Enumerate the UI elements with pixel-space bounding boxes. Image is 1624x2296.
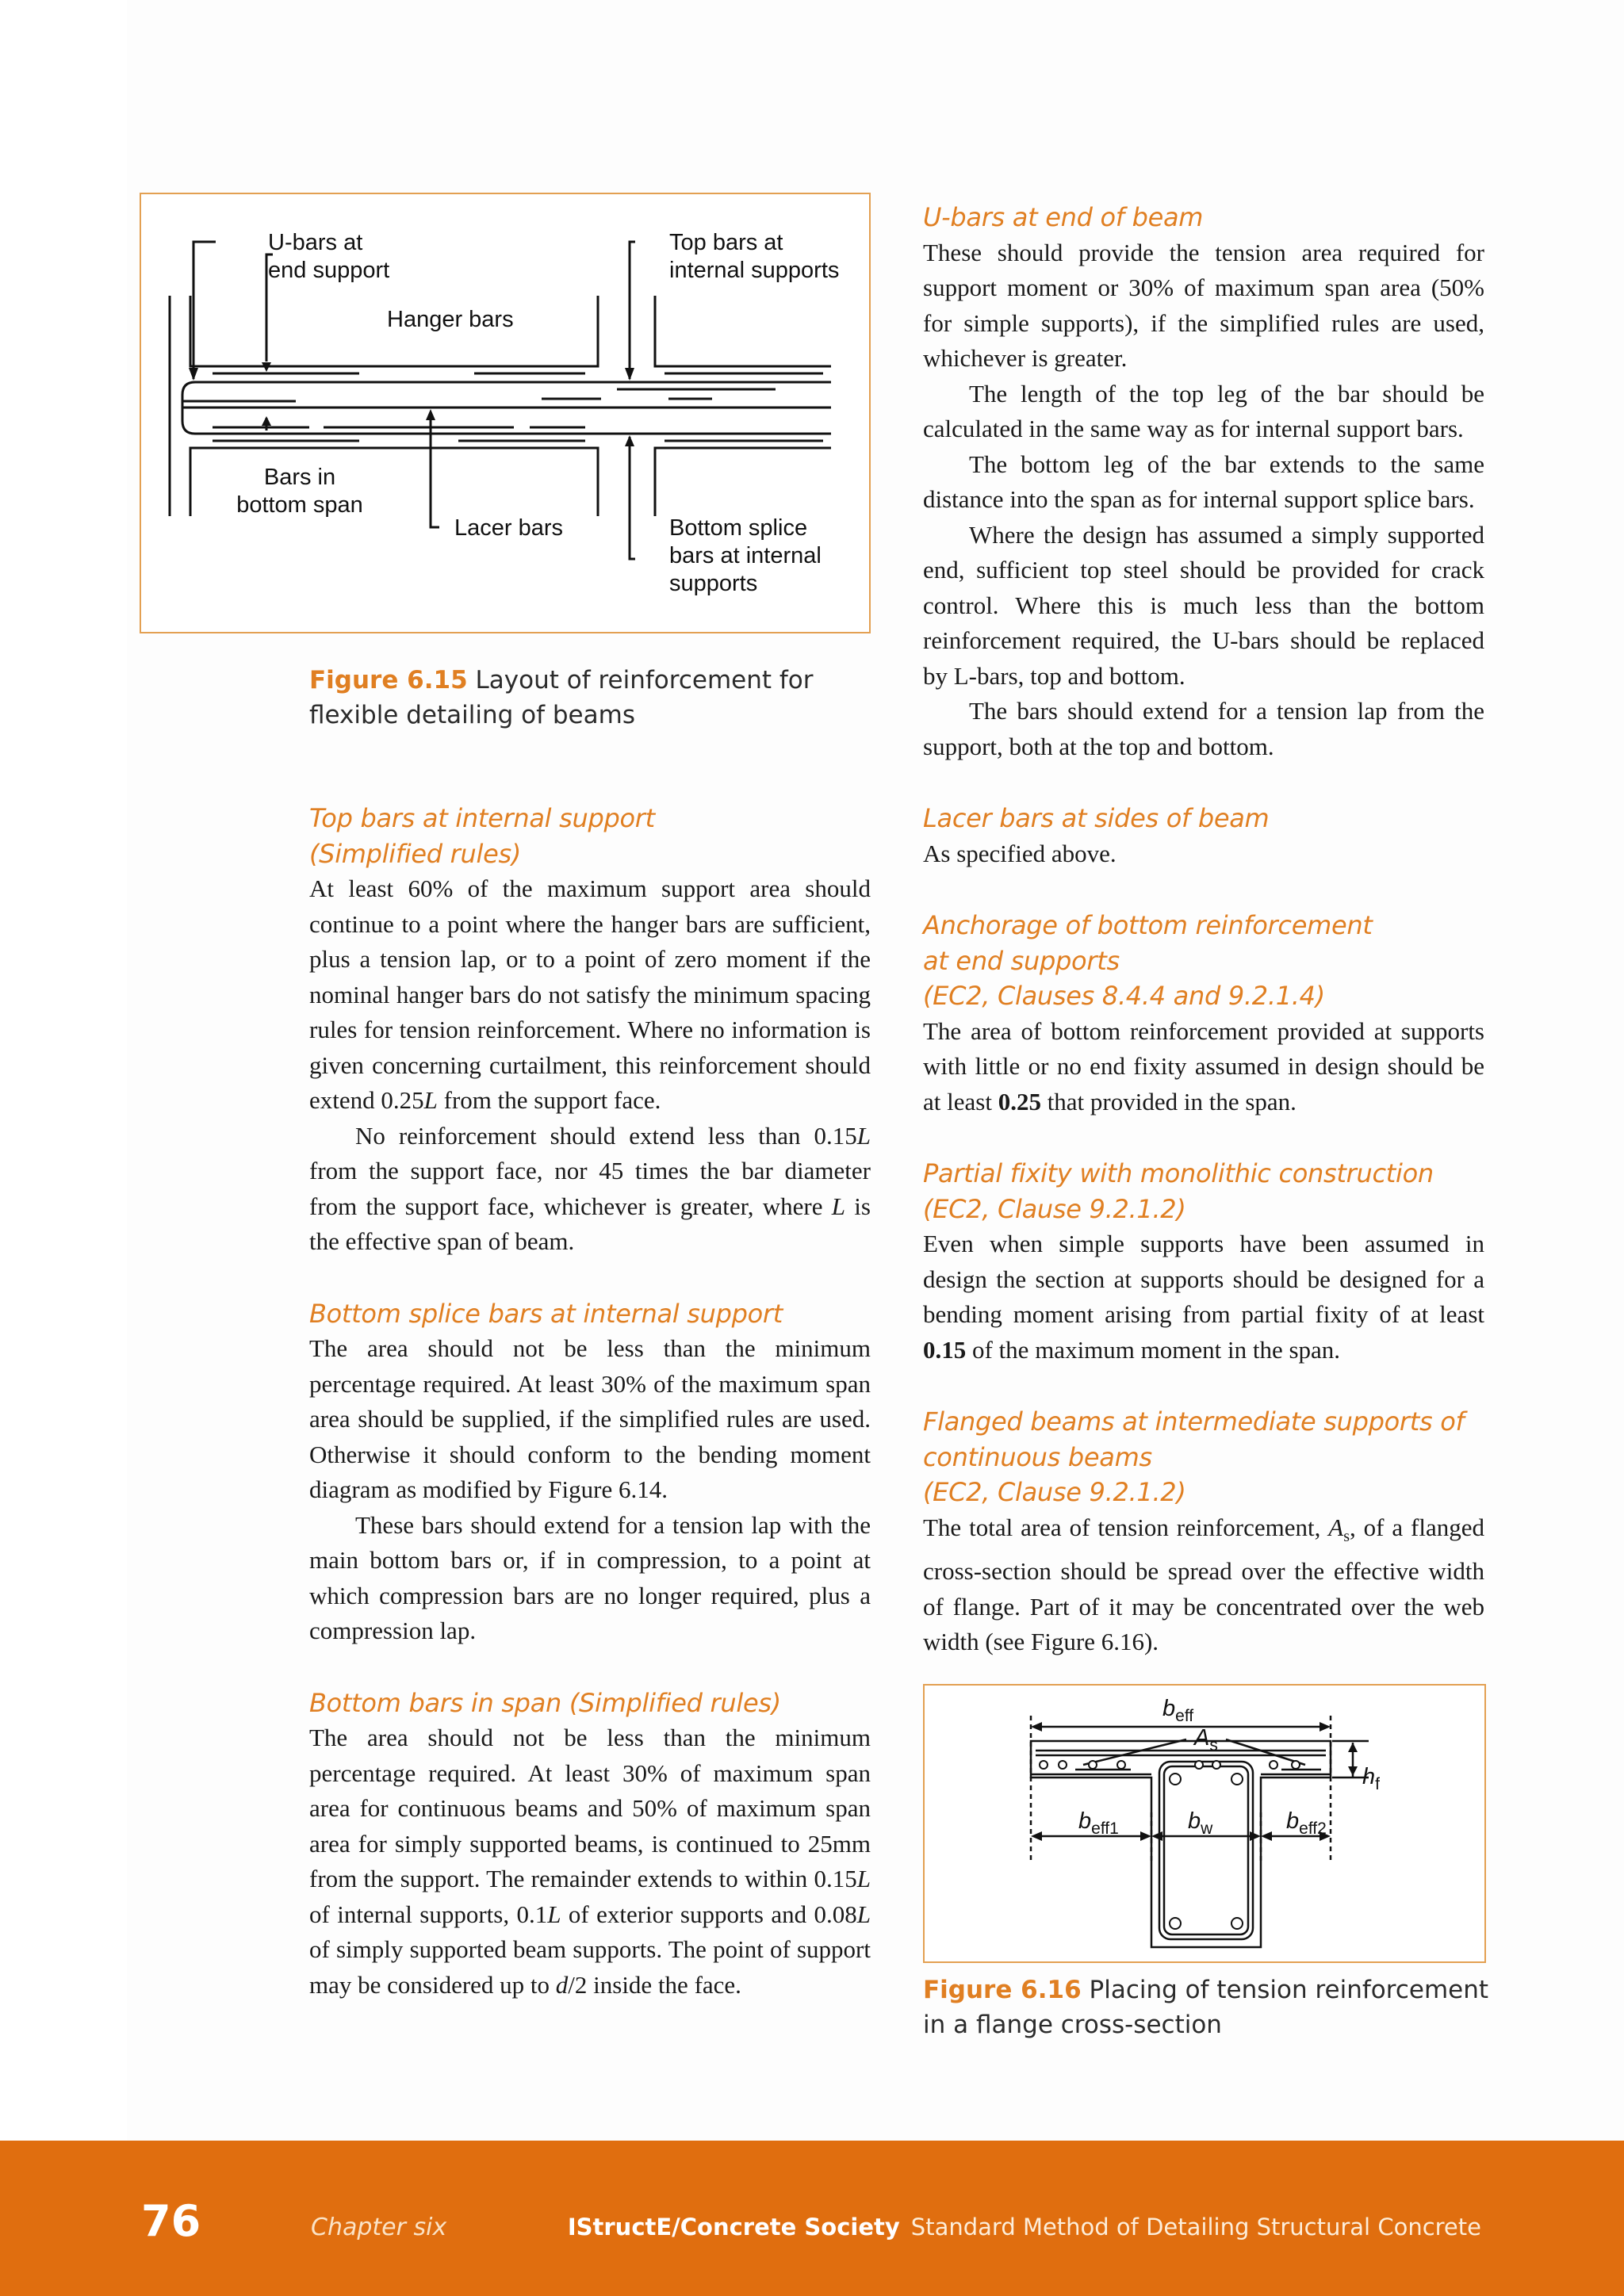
- symbol: b: [1188, 1808, 1201, 1834]
- subscript: f: [1375, 1775, 1380, 1793]
- text-run: , of a flanged cross-section should be spread over the effective width of flange. Part of it may be concentrated over the web width (see Figure 6.16).: [923, 1513, 1484, 1656]
- heading-line: Partial fixity with monolithic construction: [923, 1158, 1434, 1188]
- label-u-bars-line2: end support: [268, 258, 390, 283]
- figure-6-15-caption: [309, 663, 880, 733]
- heading-line: (EC2, Clause 9.2.1.2): [923, 1193, 1186, 1224]
- paragraph: The length of the top leg of the bar should be calculated in the same way as for internal support bars.: [923, 379, 1484, 442]
- publisher: IStructE/Concrete Society: [567, 2214, 900, 2241]
- spacer: [923, 764, 1484, 801]
- subscript: eff: [1175, 1707, 1194, 1725]
- spacer: [923, 871, 1484, 908]
- heading-line: Anchorage of bottom reinforcement: [923, 910, 1373, 940]
- variable: L: [856, 1121, 871, 1150]
- label-as: [1193, 1725, 1218, 1755]
- text-run: /2 inside the face.: [568, 1970, 741, 1999]
- subscript: eff1: [1091, 1820, 1119, 1838]
- flange-cross-section-diagram: [925, 1686, 1484, 1961]
- label-bottom-splice-line2: bars at internal: [669, 543, 822, 568]
- heading-u-bars-end: U-bars at end of beam: [923, 202, 1204, 232]
- right-column: [923, 200, 1484, 1660]
- paragraph: [923, 1510, 1484, 1660]
- variable: L: [856, 1865, 871, 1892]
- label-top-bars-line1: Top bars at: [669, 230, 783, 255]
- bold-value: 0.15: [923, 1335, 967, 1364]
- label-hf: [1362, 1764, 1380, 1793]
- publication-title: [568, 2214, 1481, 2241]
- label-u-bars-line1: U-bars at: [268, 230, 363, 255]
- subscript: w: [1201, 1820, 1213, 1838]
- bold-value: 0.25: [998, 1087, 1041, 1115]
- label-beff1: [1078, 1808, 1119, 1838]
- text-run: At least 60% of the maximum support area should continue to a point where the hanger bars are sufficient, plus a tension lap, or to a point of zero moment if the nominal hanger bars do not satisfy the minimum spacing rules for tension reinforcement. Where no information is given concerning curtailment, this reinforcement should extend 0.25: [309, 874, 871, 1114]
- heading-top-bars-internal: [309, 801, 871, 871]
- label-beff2: [1286, 1808, 1327, 1838]
- heading-line: at end supports: [923, 945, 1120, 976]
- symbol: A: [1194, 1725, 1210, 1751]
- text-run: The area of bottom reinforcement provided at supports with little or no end fixity assumed in design should be at least: [923, 1016, 1484, 1115]
- heading-line: continuous beams: [923, 1441, 1152, 1472]
- paragraph: The bars should extend for a tension lap from the support, both at the top and bottom.: [923, 697, 1484, 760]
- paragraph: [309, 1720, 871, 2003]
- text-run: The area should not be less than the minimum percentage required. At least 30% of maximum span area for continuous beams and 50% of maximum span area for simply supported beams, is continued to 25mm from the support. The remainder extends to within 0.15: [309, 1724, 871, 1892]
- text-run: Even when simple supports have been assumed in design the section at supports should be designed for a bending moment arising from partial fixity of at least: [923, 1230, 1484, 1328]
- heading-line: Top bars at internal support: [309, 803, 655, 833]
- text-run: from the support face.: [437, 1086, 661, 1114]
- heading-line: (EC2, Clause 9.2.1.2): [923, 1477, 1186, 1507]
- text-run: of exterior supports and 0.08: [561, 1900, 857, 1928]
- label-bottom-span-line1: Bars in: [263, 465, 336, 490]
- paragraph: [309, 871, 871, 1119]
- heading-line: (EC2, Clauses 8.4.4 and 9.2.1.4): [923, 981, 1325, 1011]
- heading-line: (Simplified rules): [309, 838, 522, 869]
- spacer: [923, 1119, 1484, 1156]
- spacer: [309, 1649, 871, 1686]
- variable: A: [1328, 1513, 1344, 1541]
- symbol: b: [1162, 1696, 1176, 1721]
- subscript: eff2: [1299, 1820, 1327, 1838]
- heading-partial-fixity: [923, 1156, 1484, 1226]
- left-column: [309, 801, 871, 2003]
- variable: L: [831, 1192, 846, 1220]
- text-run: The total area of tension reinforcement,: [923, 1513, 1329, 1541]
- figure-6-15-text: Layout of reinforcement for flexible detailing of beams: [309, 666, 814, 729]
- text-run: of the maximum moment in the span.: [966, 1335, 1341, 1364]
- symbol: b: [1286, 1808, 1300, 1834]
- paragraph: [923, 1014, 1484, 1120]
- variable: d: [555, 1970, 569, 1999]
- figure-6-16-caption: [923, 1973, 1494, 2042]
- beam-reinforcement-diagram: [141, 194, 869, 632]
- figure-6-15-frame: [140, 193, 871, 633]
- paragraph: As specified above.: [923, 839, 1116, 867]
- spacer: [923, 1368, 1484, 1404]
- subscript: s: [1209, 1736, 1218, 1755]
- label-top-bars-line2: internal supports: [669, 258, 840, 283]
- text-run: is the effective span of beam.: [309, 1192, 871, 1255]
- label-bw: [1188, 1808, 1213, 1838]
- variable: L: [547, 1900, 561, 1928]
- label-lacer-bars: Lacer bars: [454, 515, 564, 541]
- figure-6-16-text: Placing of tension reinforcement in a flange cross-section: [923, 1976, 1489, 2039]
- label-bottom-splice-line1: Bottom splice: [669, 515, 808, 541]
- page-number: 76: [141, 2196, 201, 2246]
- text-run: that provided in the span.: [1040, 1087, 1297, 1115]
- chapter-label: Chapter six: [311, 2214, 447, 2241]
- subscript: s: [1343, 1527, 1350, 1545]
- symbol: h: [1362, 1764, 1376, 1789]
- spacer: [309, 1260, 871, 1296]
- label-bottom-splice-line3: supports: [669, 571, 758, 596]
- paragraph: Where the design has assumed a simply supported end, sufficient top steel should be provided for crack control. Where this is much less than the bottom reinforcement required, the U-bars should be replaced by L-bars, top and bottom.: [923, 520, 1484, 690]
- heading-bottom-bars-span: Bottom bars in span (Simplified rules): [309, 1687, 781, 1718]
- text-run: from the support face, nor 45 times the bar diameter from the support face, whichever is greater, where: [309, 1157, 871, 1220]
- text-run: of internal supports, 0.1: [309, 1900, 548, 1928]
- paragraph: These should provide the tension area required for support moment or 30% of maximum span area (50% for simple supports), if the simplified rules are used, whichever is greater.: [923, 238, 1484, 372]
- paragraph: These bars should extend for a tension lap with the main bottom bars or, if in compression, to a point at which compression bars are no longer required, plus a compression lap.: [309, 1510, 871, 1644]
- symbol: b: [1078, 1808, 1092, 1834]
- heading-line: Flanged beams at intermediate supports of: [923, 1406, 1465, 1437]
- figure-6-15-number: Figure 6.15: [309, 666, 468, 695]
- paragraph: The area should not be less than the minimum percentage required. At least 30% of the maximum span area should be supplied, if the simplified rules are used. Otherwise it should conform to the bending moment diagram as modified by Figure 6.14.: [309, 1334, 871, 1503]
- heading-flanged-beams: [923, 1404, 1484, 1510]
- heading-bottom-splice: Bottom splice bars at internal support: [309, 1298, 783, 1329]
- label-bottom-span-line2: bottom span: [236, 492, 363, 518]
- heading-lacer-bars: Lacer bars at sides of beam: [923, 803, 1270, 833]
- paragraph: [923, 1226, 1484, 1368]
- figure-6-16-number: Figure 6.16: [923, 1976, 1082, 2004]
- label-beff: [1162, 1696, 1193, 1725]
- label-hanger-bars: Hanger bars: [387, 307, 514, 332]
- heading-anchorage: [923, 908, 1484, 1014]
- variable: L: [423, 1086, 438, 1114]
- paragraph: [309, 1119, 871, 1260]
- paragraph: The bottom leg of the bar extends to the same distance into the span as for internal support splice bars.: [923, 450, 1484, 513]
- text-run: No reinforcement should extend less than 0.15: [355, 1121, 857, 1150]
- figure-6-16-frame: [923, 1684, 1486, 1963]
- text-run: of simply supported beam supports. The point of support may be considered up to: [309, 1935, 871, 1999]
- book-title: Standard Method of Detailing Structural Concrete: [910, 2214, 1481, 2241]
- variable: L: [856, 1900, 871, 1928]
